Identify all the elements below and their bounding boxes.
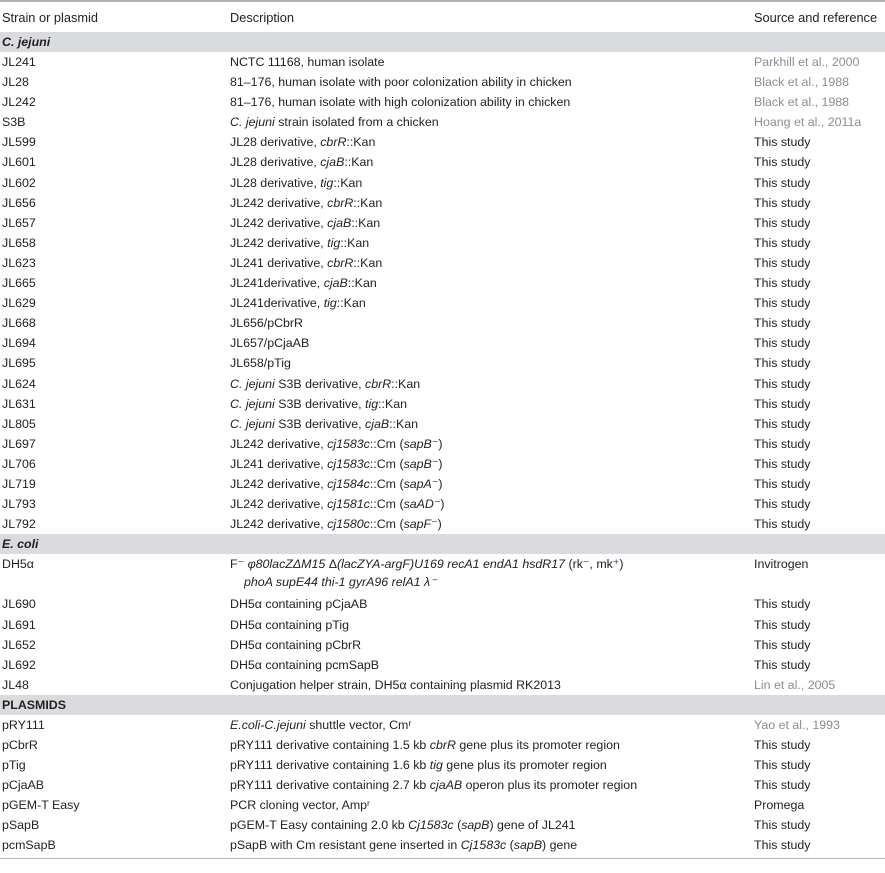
description-cell — [230, 434, 443, 454]
strain-cell: JL805 — [2, 416, 36, 431]
description-cell — [230, 394, 407, 414]
description-text: JL241derivative, cjaB::Kan — [230, 276, 377, 291]
reference-link[interactable]: Hoang et al., 2011a — [754, 115, 862, 130]
description-text: JL242 derivative, cj1584c::Cm (sapA⁻) — [230, 476, 443, 491]
table-row — [0, 333, 885, 353]
strain-cell: pCjaAB — [2, 778, 45, 793]
section-title: E. coli — [2, 537, 39, 552]
strain-cell: JL602 — [2, 175, 36, 190]
description-cell — [230, 52, 385, 72]
source-cell: This study — [754, 276, 811, 291]
description-cell — [230, 795, 370, 815]
source-cell: This study — [754, 336, 811, 351]
description-cell — [230, 333, 309, 353]
description-text: C. jejuni S3B derivative, cjaB::Kan — [230, 416, 419, 431]
strain-cell: JL691 — [2, 617, 36, 632]
table-row — [0, 514, 885, 534]
source-cell: This study — [754, 396, 811, 411]
reference-link[interactable]: Black et al., 1988 — [754, 75, 850, 90]
source-cell: This study — [754, 175, 811, 190]
strain-cell: S3B — [2, 115, 26, 130]
strain-cell: JL601 — [2, 155, 36, 170]
table-row — [0, 273, 885, 293]
strain-cell: JL719 — [2, 476, 36, 491]
table-row — [0, 594, 885, 614]
description-cell — [230, 775, 637, 795]
source-cell: This study — [754, 517, 811, 532]
table-row — [0, 253, 885, 273]
source-cell: This study — [754, 637, 811, 652]
description-text-line2: phoA supE44 thi-1 gyrA96 relA1 λ⁻ — [244, 575, 437, 590]
source-cell: This study — [754, 155, 811, 170]
source-cell: This study — [754, 758, 811, 773]
reference-link[interactable]: Lin et al., 2005 — [754, 677, 836, 692]
source-cell: Promega — [754, 798, 805, 813]
description-cell — [230, 835, 577, 855]
table-row — [0, 494, 885, 514]
strain-cell: JL28 — [2, 75, 29, 90]
strain-cell: pTig — [2, 758, 26, 773]
description-cell — [230, 715, 411, 735]
table-row — [0, 353, 885, 373]
reference-link[interactable]: Parkhill et al., 2000 — [754, 55, 860, 69]
table-row — [0, 414, 885, 434]
table-row — [0, 394, 885, 414]
description-text: JL656/pCbrR — [230, 316, 304, 331]
table-row — [0, 313, 885, 333]
source-cell: This study — [754, 376, 811, 391]
description-text: JL242 derivative, cbrR::Kan — [230, 195, 383, 210]
source-cell: This study — [754, 818, 811, 833]
source-cell: Invitrogen — [754, 557, 809, 572]
description-text: DH5α containing pcmSapB — [230, 657, 380, 672]
table-row — [0, 655, 885, 675]
description-cell — [230, 514, 442, 534]
description-text: NCTC 11168, human isolate — [230, 55, 385, 69]
description-cell — [230, 555, 624, 591]
description-cell — [230, 72, 572, 92]
table-row — [0, 193, 885, 213]
table-row — [0, 815, 885, 835]
table-row — [0, 434, 885, 454]
strain-cell: JL242 — [2, 95, 36, 110]
strain-cell: JL697 — [2, 436, 36, 451]
description-text: DH5α containing pTig — [230, 617, 349, 632]
reference-link[interactable]: Yao et al., 1993 — [754, 717, 840, 732]
description-text: Conjugation helper strain, DH5α containing plasmid RK2013 — [230, 677, 561, 692]
section-header — [0, 695, 885, 715]
strain-cell: JL657 — [2, 215, 36, 230]
table-row — [0, 92, 885, 112]
table-row — [0, 374, 885, 394]
table-row — [0, 233, 885, 253]
header-source: Source and reference — [754, 9, 878, 25]
table-row — [0, 675, 885, 695]
table-row — [0, 755, 885, 775]
description-text: JL658/pTig — [230, 356, 291, 371]
source-cell: This study — [754, 476, 811, 491]
description-text: pRY111 derivative containing 1.6 kb tig gene plus its promoter region — [230, 758, 607, 773]
description-text: F⁻ φ80lacZΔM15 Δ(lacZYA-argF)U169 recA1 endA1 hsdR17 (rk⁻, mk⁺) — [230, 557, 624, 572]
description-text: E.coli-C.jejuni shuttle vector, Cmʳ — [230, 717, 412, 732]
strain-cell: JL631 — [2, 396, 36, 411]
description-text: JL657/pCjaAB — [230, 336, 310, 351]
description-cell — [230, 594, 367, 614]
strain-cell: JL668 — [2, 316, 36, 331]
table-row — [0, 213, 885, 233]
description-cell — [230, 675, 561, 695]
source-cell: This study — [754, 497, 811, 512]
strain-cell: JL706 — [2, 456, 36, 471]
section-title: C. jejuni — [2, 35, 51, 49]
source-cell: This study — [754, 316, 811, 331]
strain-cell: pGEM-T Easy — [2, 798, 80, 813]
source-cell: This study — [754, 235, 811, 250]
strain-cell: JL690 — [2, 597, 36, 612]
description-text: pRY111 derivative containing 2.7 kb cjaAB operon plus its promoter region — [230, 778, 638, 793]
description-cell — [230, 374, 420, 394]
strain-cell: JL694 — [2, 336, 36, 351]
description-text: JL28 derivative, cbrR::Kan — [230, 135, 376, 150]
description-cell — [230, 313, 303, 333]
table-row — [0, 795, 885, 815]
table-row — [0, 554, 885, 594]
description-text: pRY111 derivative containing 1.5 kb cbrR gene plus its promoter region — [230, 738, 620, 752]
strain-cell: JL241 — [2, 55, 36, 69]
table-row — [0, 72, 885, 92]
table-row — [0, 152, 885, 172]
source-cell: This study — [754, 597, 811, 612]
description-cell — [230, 293, 366, 313]
description-cell — [230, 173, 362, 193]
strain-cell: JL48 — [2, 677, 29, 692]
description-cell — [230, 253, 382, 273]
strain-cell: JL658 — [2, 235, 36, 250]
strain-cell: pCbrR — [2, 738, 38, 752]
header-description: Description — [230, 9, 295, 25]
description-text: JL241derivative, tig::Kan — [230, 296, 366, 311]
description-text: JL28 derivative, cjaB::Kan — [230, 155, 374, 170]
source-cell: This study — [754, 778, 811, 793]
description-cell — [230, 193, 382, 213]
strain-cell: JL652 — [2, 637, 36, 652]
strain-cell: JL599 — [2, 135, 36, 150]
strain-cell: JL623 — [2, 255, 36, 270]
source-cell: This study — [754, 416, 811, 431]
table-row — [0, 615, 885, 635]
description-cell — [230, 273, 377, 293]
description-cell — [230, 92, 570, 112]
description-text: pGEM-T Easy containing 2.0 kb Cj1583c (sapB) gene of JL241 — [230, 818, 576, 833]
source-cell: This study — [754, 296, 811, 311]
source-cell: This study — [754, 456, 811, 471]
strain-cell: JL629 — [2, 296, 36, 311]
header-strain: Strain or plasmid — [2, 9, 99, 25]
description-cell — [230, 815, 576, 835]
table-row — [0, 132, 885, 152]
table-row — [0, 293, 885, 313]
table-header — [0, 2, 885, 32]
description-text: JL242 derivative, tig::Kan — [230, 235, 370, 250]
description-text: 81–176, human isolate with poor colonization ability in chicken — [230, 75, 572, 90]
table-row — [0, 635, 885, 655]
description-text: pSapB with Cm resistant gene inserted in Cj1583c (sapB) gene — [230, 838, 578, 853]
description-cell — [230, 414, 418, 434]
source-cell: This study — [754, 215, 811, 230]
table-row — [0, 735, 885, 755]
description-text: C. jejuni S3B derivative, cbrR::Kan — [230, 376, 421, 391]
description-cell — [230, 132, 375, 152]
description-text: C. jejuni strain isolated from a chicken — [230, 115, 439, 130]
strain-cell: pcmSapB — [2, 838, 56, 853]
source-cell: This study — [754, 436, 811, 451]
description-text: 81–176, human isolate with high colonization ability in chicken — [230, 95, 571, 110]
source-cell: This study — [754, 657, 811, 672]
description-cell — [230, 454, 443, 474]
table-row — [0, 775, 885, 795]
description-text: PCR cloning vector, Ampʳ — [230, 798, 371, 813]
strain-cell: JL656 — [2, 195, 36, 210]
description-cell — [230, 474, 443, 494]
description-text: JL241 derivative, cbrR::Kan — [230, 255, 383, 270]
source-cell: This study — [754, 617, 811, 632]
description-cell — [230, 655, 379, 675]
description-text: JL241 derivative, cj1583c::Cm (sapB⁻) — [230, 456, 443, 471]
description-cell — [230, 735, 620, 755]
table-row — [0, 454, 885, 474]
description-cell — [230, 615, 349, 635]
description-cell — [230, 152, 373, 172]
description-text: JL242 derivative, cj1581c::Cm (saAD⁻) — [230, 497, 445, 512]
source-cell: This study — [754, 255, 811, 270]
reference-link[interactable]: Black et al., 1988 — [754, 95, 850, 110]
source-cell: This study — [754, 356, 811, 371]
description-cell — [230, 112, 439, 132]
section-header — [0, 32, 885, 52]
table-row — [0, 112, 885, 132]
description-cell — [230, 494, 445, 514]
strain-cell: pRY111 — [2, 717, 45, 732]
strain-cell: JL792 — [2, 517, 36, 532]
strain-cell: pSapB — [2, 818, 40, 833]
bottom-rule — [0, 858, 885, 859]
description-cell — [230, 233, 369, 253]
table-row — [0, 835, 885, 855]
description-text: DH5α containing pCbrR — [230, 637, 362, 652]
table-row — [0, 715, 885, 735]
source-cell: This study — [754, 738, 811, 752]
table-row — [0, 474, 885, 494]
section-title: PLASMIDS — [2, 697, 67, 712]
table-body — [0, 32, 885, 856]
table-row — [0, 173, 885, 193]
source-cell: This study — [754, 195, 811, 210]
strain-cell: JL695 — [2, 356, 36, 371]
description-cell — [230, 755, 607, 775]
description-cell — [230, 635, 361, 655]
strain-cell: JL624 — [2, 376, 36, 391]
description-text: C. jejuni S3B derivative, tig::Kan — [230, 396, 408, 411]
description-text: DH5α containing pCjaAB — [230, 597, 368, 612]
section-header — [0, 534, 885, 554]
description-cell — [230, 213, 380, 233]
table-row — [0, 52, 885, 72]
source-cell: This study — [754, 838, 811, 853]
description-text: JL28 derivative, tig::Kan — [230, 175, 363, 190]
strain-cell: JL665 — [2, 276, 36, 291]
strain-cell: JL793 — [2, 497, 36, 512]
source-cell: This study — [754, 135, 811, 150]
description-cell — [230, 353, 291, 373]
strain-cell: JL692 — [2, 657, 36, 672]
strain-cell: DH5α — [2, 557, 34, 572]
description-text: JL242 derivative, cj1583c::Cm (sapB⁻) — [230, 436, 443, 451]
description-text: JL242 derivative, cjaB::Kan — [230, 215, 381, 230]
description-text: JL242 derivative, cj1580c::Cm (sapF⁻) — [230, 517, 442, 532]
